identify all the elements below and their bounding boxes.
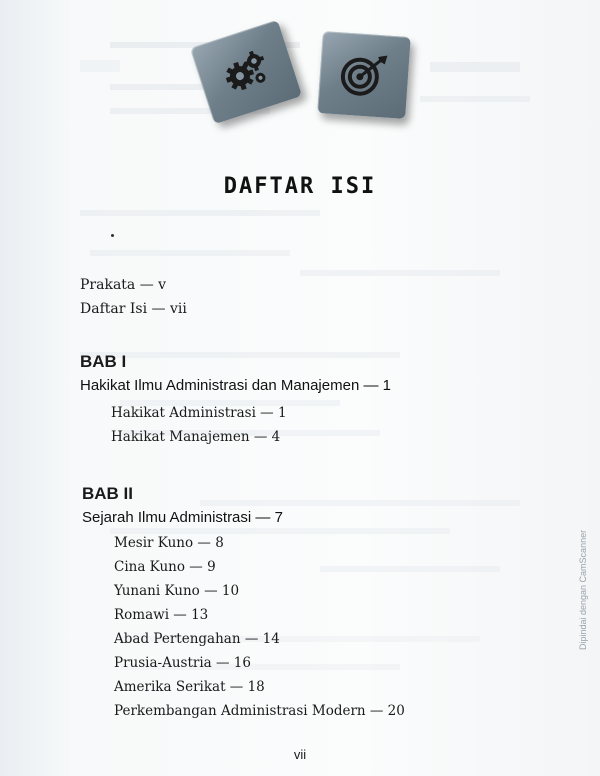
chapter-2-section-4: Romawi — 13 <box>114 607 209 623</box>
chapter-1-section-2: Hakikat Manajemen — 4 <box>111 429 281 445</box>
scanner-watermark: Dipindai dengan CamScanner <box>578 529 588 650</box>
stray-dot <box>111 234 114 237</box>
chapter-1-title: Hakikat Ilmu Administrasi dan Manajemen — 1 <box>80 377 391 394</box>
chapter-2-section-6: Prusia-Austria — 16 <box>114 655 251 671</box>
target-tile <box>317 31 411 119</box>
toc-entry-prakata: Prakata — v <box>80 277 167 293</box>
target-arrow-icon <box>339 51 390 98</box>
chapter-2-section-5: Abad Pertengahan — 14 <box>114 631 280 647</box>
gears-icon <box>217 46 275 99</box>
chapter-2-section-8: Perkembangan Administrasi Modern — 20 <box>114 703 405 719</box>
chapter-2-section-3: Yunani Kuno — 10 <box>114 583 240 599</box>
page-number: vii <box>293 747 307 762</box>
toc-entry-daftar-isi: Daftar Isi — vii <box>80 301 187 317</box>
page-title: DAFTAR ISI <box>223 174 377 199</box>
chapter-2-heading: BAB II <box>82 484 133 503</box>
chapter-1-section-1: Hakikat Administrasi — 1 <box>111 405 287 421</box>
chapter-2-section-2: Cina Kuno — 9 <box>114 559 216 575</box>
chapter-2-title: Sejarah Ilmu Administrasi — 7 <box>82 509 283 526</box>
chapter-1-heading: BAB I <box>80 352 127 371</box>
chapter-2-section-7: Amerika Serikat — 18 <box>114 679 265 695</box>
chapter-2-section-1: Mesir Kuno — 8 <box>114 535 224 551</box>
